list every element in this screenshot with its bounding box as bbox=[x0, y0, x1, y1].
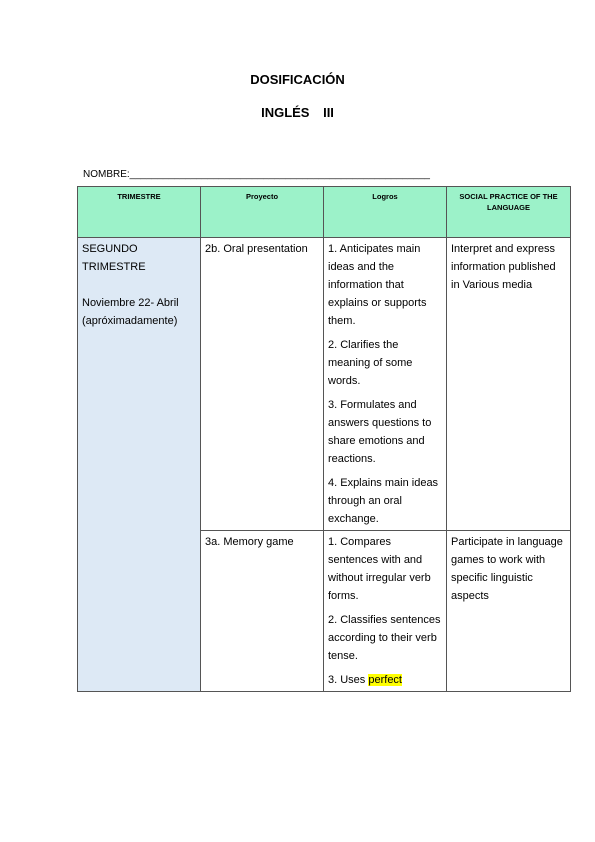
header-social-practice: SOCIAL PRACTICE OF THE LANGUAGE bbox=[447, 187, 571, 238]
proyecto-cell bbox=[201, 531, 324, 692]
header-proyecto: Proyecto bbox=[201, 187, 324, 238]
logro-item: 1. Anticipates main ideas and the information that explains or supports them. bbox=[328, 243, 427, 327]
proyecto-cell bbox=[201, 238, 324, 531]
nombre-field: NOMBRE:______________________________________________________ bbox=[83, 169, 430, 180]
social-practice-text: Interpret and express information published in Various media bbox=[451, 243, 556, 291]
logro-item: 2. Classifies sentences according to their verb tense. bbox=[328, 614, 441, 662]
logro-item: 3. Formulates and answers questions to share emotions and reactions. bbox=[328, 399, 432, 465]
logro-item: 1. Compares sentences with and without irregular verb forms. bbox=[328, 536, 431, 602]
dosificacion-table bbox=[77, 186, 571, 692]
proyecto-name: 2b. Oral presentation bbox=[205, 243, 308, 255]
trimestre-dates: Noviembre 22- Abril (apróximadamente) bbox=[82, 297, 179, 327]
logro-item-prefix: 3. Uses bbox=[328, 674, 369, 686]
logros-cell bbox=[324, 238, 447, 531]
document-subtitle: INGLÉS III bbox=[261, 105, 334, 120]
logro-item: 2. Clarifies the meaning of some words. bbox=[328, 339, 413, 387]
trimestre-cell bbox=[78, 238, 201, 692]
social-practice-text: Participate in language games to work with specific linguistic aspects bbox=[451, 536, 563, 602]
social-practice-cell bbox=[447, 238, 571, 531]
document-title: DOSIFICACIÓN bbox=[250, 72, 345, 87]
logro-item: 4. Explains main ideas through an oral exchange. bbox=[328, 477, 439, 525]
header-trimestre: TRIMESTRE bbox=[78, 187, 201, 238]
social-practice-cell bbox=[447, 531, 571, 692]
logro-item bbox=[328, 671, 442, 689]
logros-cell bbox=[324, 531, 447, 692]
trimestre-name: SEGUNDO TRIMESTRE bbox=[82, 243, 146, 273]
table-header-row bbox=[78, 187, 571, 238]
proyecto-name: 3a. Memory game bbox=[205, 536, 294, 548]
table-row bbox=[78, 238, 571, 531]
highlighted-text: perfect bbox=[368, 674, 402, 686]
header-logros: Logros bbox=[324, 187, 447, 238]
